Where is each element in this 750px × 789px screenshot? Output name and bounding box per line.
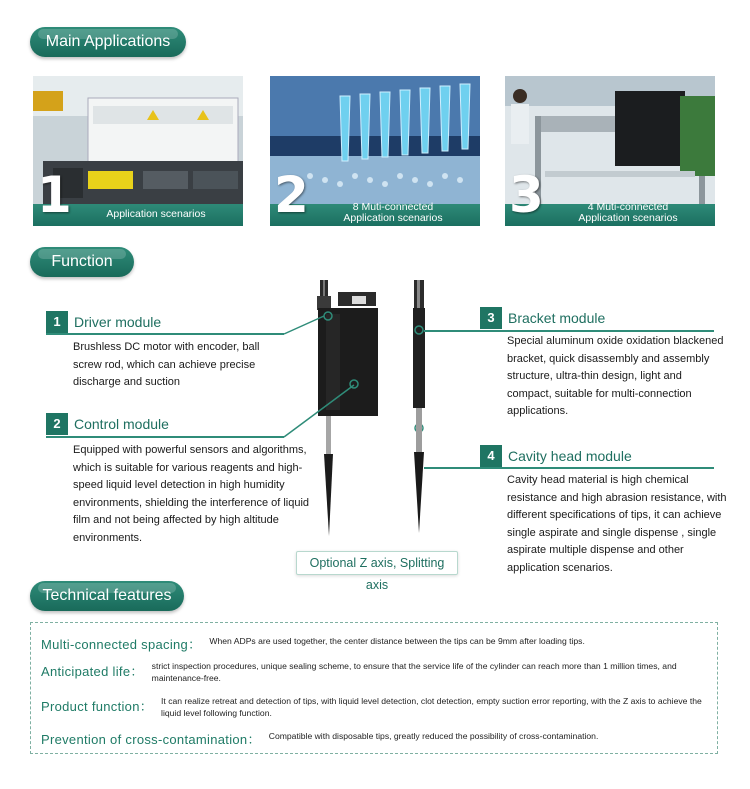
application-caption: 8 Muti-connected Application scenarios	[343, 201, 443, 224]
feature-value: It can realize retreat and detection of tips, with liquid level detection, clot detection, empty suction error reporting, with the Z axis to achieve the liquid level following function.	[161, 696, 702, 718]
feature-value: Compatible with disposable tips, greatly reduced the possibility of cross-contamination.	[268, 731, 599, 741]
bracket-module-underline	[424, 330, 714, 332]
driver-module-title	[46, 311, 161, 333]
module-label: Driver module	[74, 314, 162, 330]
application-number: 1	[37, 166, 72, 224]
control-module-underline	[46, 436, 284, 438]
driver-module-leader-line	[282, 314, 326, 336]
application-number: 3	[509, 166, 544, 224]
application-photo-3	[505, 76, 715, 226]
feature-row	[41, 696, 713, 719]
module-label: Cavity head module	[508, 448, 632, 464]
application-number: 2	[274, 166, 309, 224]
feature-key: Anticipated life：	[41, 664, 144, 679]
driver-module-underline	[46, 333, 284, 335]
cavity-head-module-underline	[424, 467, 714, 469]
feature-row	[41, 661, 712, 684]
cavity-head-module-title	[480, 445, 632, 467]
module-number-badge: 1	[46, 311, 68, 333]
feature-key: Product function：	[41, 699, 154, 714]
main-applications-heading: Main Applications	[30, 27, 186, 57]
feature-value: strict inspection procedures, unique sealing scheme, to ensure that the service life of the cylinder can reach more than 1 million times, and maintenance-free.	[151, 661, 677, 683]
feature-key: Multi-connected spacing：	[41, 637, 202, 652]
application-caption: Application scenarios	[106, 208, 206, 220]
module-number-badge: 4	[480, 445, 502, 467]
module-label: Control module	[74, 416, 169, 432]
product-caption: Optional Z axis, Splitting axis	[296, 551, 458, 575]
cavity-head-module-description: Cavity head material is high chemical resistance and high abrasion resistance, with different specifications of tips, it can achieve single aspirate and single dispense , single aspirate multiple dispense and other application scenarios.	[507, 474, 727, 574]
feature-value: When ADPs are used together, the center distance between the tips can be 9mm after loading tips.	[209, 636, 585, 646]
driver-module-description: Brushless DC motor with encoder, ball screw rod, which can achieve precise discharge and suction	[73, 341, 260, 388]
feature-row	[41, 634, 679, 653]
bracket-module-title	[480, 307, 605, 329]
technical-features-box	[30, 622, 718, 754]
feature-row	[41, 729, 699, 748]
application-caption: 4 Muti-connected Application scenarios	[578, 201, 678, 224]
application-photo-2	[270, 76, 480, 226]
adp-slim-module	[413, 280, 425, 533]
feature-key: Prevention of cross-contamination：	[41, 732, 261, 747]
function-heading: Function	[30, 247, 134, 277]
application-photo-1	[33, 76, 243, 226]
technical-features-heading: Technical features	[30, 581, 184, 611]
control-module-leader-line	[282, 382, 356, 440]
module-number-badge: 2	[46, 413, 68, 435]
module-label: Bracket module	[508, 310, 606, 326]
control-module-title	[46, 413, 169, 435]
bracket-module-description: Special aluminum oxide oxidation blackened bracket, quick disassembly and assembly structure, ultra-thin design, light and compact, suitable for multi-connection applications.	[507, 335, 724, 417]
module-number-badge: 3	[480, 307, 502, 329]
control-module-description: Equipped with powerful sensors and algorithms, which is suitable for various reagents and high-speed liquid level detection in high humidity environments, shielding the interference of liquid film and not being affected by high altitude environments.	[73, 444, 310, 544]
